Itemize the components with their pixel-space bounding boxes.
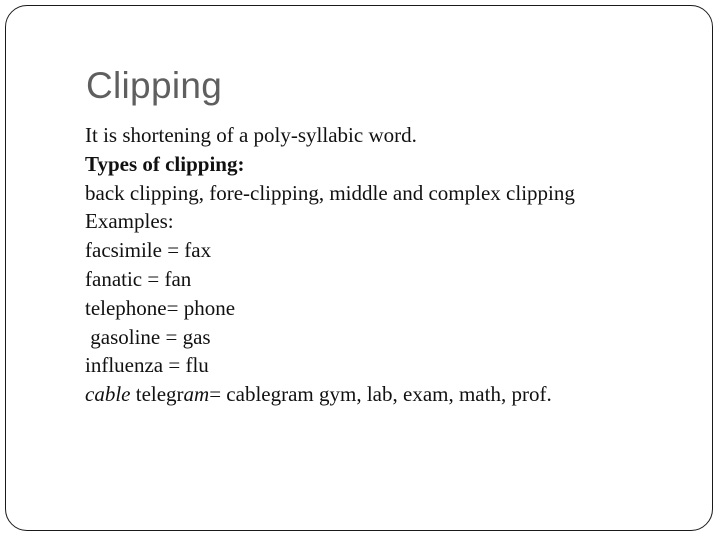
am-part: am <box>183 382 210 407</box>
slide-title: Clipping <box>86 65 223 106</box>
examples-heading: Examples: <box>85 209 174 234</box>
example-cablegram <box>85 380 575 409</box>
types-list: back clipping, fore-clipping, middle and complex clipping <box>85 180 575 205</box>
example-gasoline <box>85 323 575 352</box>
example-gasoline-text: gasoline = gas <box>85 324 211 349</box>
example-influenza: influenza = flu <box>85 353 209 378</box>
cablegram-rest: = cablegram gym, lab, exam, math, prof. <box>209 382 552 407</box>
slide-body <box>85 121 575 409</box>
types-heading: Types of clipping: <box>85 151 245 176</box>
cable-word: cable <box>85 382 131 407</box>
example-telephone: telephone= phone <box>85 295 236 320</box>
telegr-part: telegr <box>130 382 184 407</box>
example-fanatic: fanatic = fan <box>85 266 192 291</box>
definition-line: It is shortening of a poly-syllabic word. <box>85 123 417 147</box>
slide-frame <box>5 5 713 531</box>
example-facsimile: facsimile = fax <box>85 238 212 263</box>
